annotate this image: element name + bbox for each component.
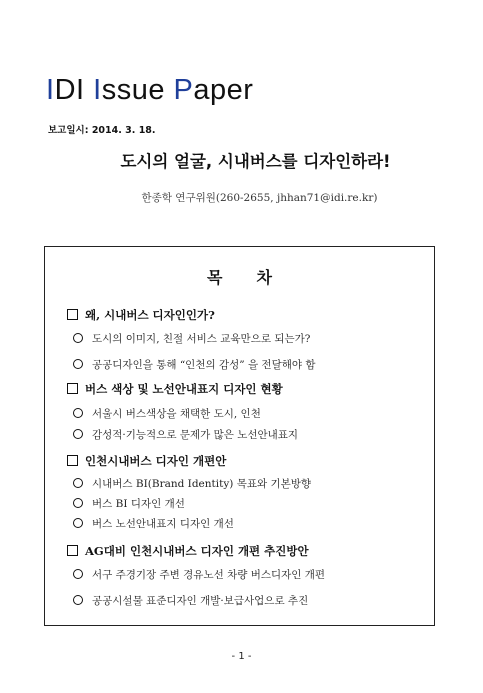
toc-section-1 xyxy=(67,307,215,323)
circle-bullet-icon xyxy=(73,408,83,418)
square-bullet-icon xyxy=(67,455,78,466)
square-bullet-icon xyxy=(67,545,78,556)
circle-bullet-icon xyxy=(73,359,83,369)
toc-item-label: 서울시 버스색상을 채택한 도시, 인천 xyxy=(92,408,261,420)
brand-word2-cap: I xyxy=(93,74,102,106)
circle-bullet-icon xyxy=(73,429,83,439)
brand-word2-rest: ssue xyxy=(101,74,165,106)
page-number: - 1 - xyxy=(231,651,252,662)
circle-bullet-icon xyxy=(73,478,83,488)
table-of-contents xyxy=(44,246,435,626)
square-bullet-icon xyxy=(67,383,78,394)
toc-section-3 xyxy=(67,453,226,469)
circle-bullet-icon xyxy=(73,569,83,579)
toc-item xyxy=(73,567,325,582)
toc-item-label: 공공시설물 표준디자인 개발·보급사업으로 추진 xyxy=(92,595,309,607)
author-line: 한종학 연구위원(260-2655, jhhan71@idi.re.kr) xyxy=(141,192,378,204)
toc-title-char-2: 차 xyxy=(256,268,272,287)
brand-word3-rest: aper xyxy=(193,74,254,106)
toc-item xyxy=(73,496,185,511)
toc-item-label: 공공디자인을 통해 “인천의 감성” 을 전달해야 함 xyxy=(92,359,316,371)
brand-logo xyxy=(46,74,253,107)
brand-word1-cap: I xyxy=(46,74,55,106)
square-bullet-icon xyxy=(67,309,78,320)
toc-section-heading: AG대비 인천시내버스 디자인 개편 추진방안 xyxy=(85,544,309,558)
toc-item-label: 서구 주경기장 주변 경유노선 차량 버스디자인 개편 xyxy=(92,569,326,581)
toc-item xyxy=(73,516,234,531)
toc-item-label: 버스 노선안내표지 디자인 개선 xyxy=(92,518,234,530)
toc-item xyxy=(73,476,311,491)
toc-title xyxy=(45,265,434,288)
toc-item xyxy=(73,406,261,421)
toc-item xyxy=(73,427,298,442)
circle-bullet-icon xyxy=(73,498,83,508)
circle-bullet-icon xyxy=(73,333,83,343)
toc-item-label: 감성적·기능적으로 문제가 많은 노선안내표지 xyxy=(92,429,299,441)
toc-item xyxy=(73,331,310,346)
circle-bullet-icon xyxy=(73,518,83,528)
toc-section-4 xyxy=(67,543,309,559)
toc-item-label: 도시의 이미지, 친절 서비스 교육만으로 되는가? xyxy=(92,333,311,345)
toc-item xyxy=(73,593,308,608)
toc-item-label: 시내버스 BI(Brand Identity) 목표와 기본방향 xyxy=(92,478,312,490)
toc-section-heading: 인천시내버스 디자인 개편안 xyxy=(85,454,227,468)
report-date: 보고일시: 2014. 3. 18. xyxy=(48,125,156,136)
toc-item xyxy=(73,357,315,372)
brand-word3-cap: P xyxy=(173,74,194,106)
toc-section-heading: 왜, 시내버스 디자인인가? xyxy=(85,308,215,322)
toc-section-heading: 버스 색상 및 노선안내표지 디자인 현황 xyxy=(85,382,283,396)
toc-item-label: 버스 BI 디자인 개선 xyxy=(92,498,185,510)
toc-section-2 xyxy=(67,381,283,397)
document-title: 도시의 얼굴, 시내버스를 디자인하라! xyxy=(120,152,391,171)
brand-word1-rest: DI xyxy=(54,74,85,106)
toc-title-char-1: 목 xyxy=(207,268,223,287)
circle-bullet-icon xyxy=(73,595,83,605)
